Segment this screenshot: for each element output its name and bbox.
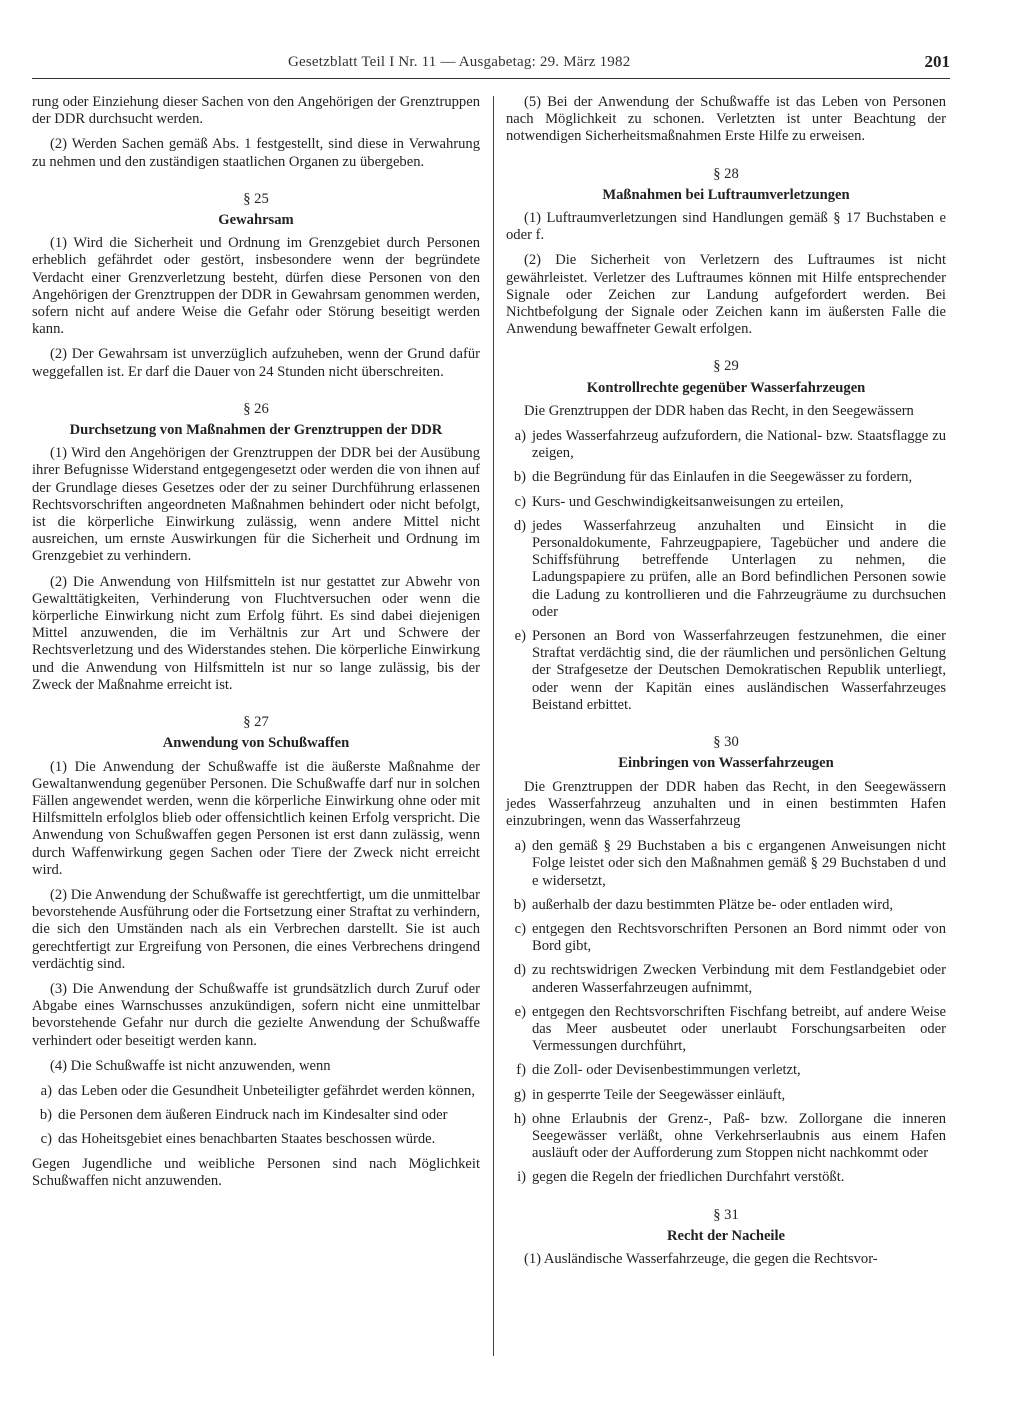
left-column [32, 94, 480, 1198]
column-divider [493, 96, 494, 1356]
section-number: § 26 [243, 400, 269, 417]
list-item-label: d) [513, 517, 526, 534]
paragraph: (1) Luftraumverletzungen sind Handlungen gemäß § 17 Buchstaben e oder f. [506, 210, 946, 244]
list-item-text: das Leben oder die Gesundheit Unbeteiligter gefährdet werden können, [58, 1082, 475, 1099]
list-item-text: das Hoheitsgebiet eines benachbarten Staates beschossen würde. [58, 1131, 436, 1148]
list-item [506, 1111, 946, 1163]
list-item-label: e) [514, 628, 526, 645]
list-item-label: b) [513, 896, 526, 913]
paragraph: rung oder Einziehung dieser Sachen von den Angehörigen der Grenztruppen der DDR durchsucht werden. [32, 94, 480, 128]
section-title: Kontrollrechte gegenüber Wasserfahrzeugen [586, 379, 866, 396]
list-item-label: f) [516, 1062, 526, 1079]
list-item-label: i) [517, 1169, 526, 1186]
list-item [506, 428, 946, 462]
section-title: Anwendung von Schußwaffen [162, 735, 350, 752]
section-title: Einbringen von Wasserfahrzeugen [618, 755, 834, 772]
list-item-label: e) [514, 1003, 526, 1020]
section-number: § 27 [243, 714, 269, 731]
paragraph: (2) Der Gewahrsam ist unverzüglich aufzuheben, wenn der Grund dafür weggefallen ist. Er darf die Dauer von 24 Stunden nicht überschreiten. [32, 346, 480, 380]
section-title: Durchsetzung von Maßnahmen der Grenztruppen der DDR [69, 422, 443, 439]
list-item [506, 921, 946, 955]
paragraph: (2) Die Anwendung von Hilfsmitteln ist nur gestattet zur Abwehr von Gewalttätigkeiten, Verhinderung von Fluchtversuchen oder wenn die körperliche Einwirkung nicht zum Erfolg führt. Es sind dabei diejenigen Mittel anzuwenden, die im Verhältnis zur Art und Schwere der Rechtsverletzung und des Widerstandes stehen. Die körperliche Einwirkung und die Anwendung von Hilfsmitteln ist nur so lange zulässig, bis der Zweck der Maßnahme erreicht ist. [32, 573, 480, 693]
section-number: § 30 [713, 734, 739, 751]
list-item-label: d) [513, 962, 526, 979]
paragraph: (1) Wird die Sicherheit und Ordnung im Grenzgebiet durch Personen erheblich gefährdet oder gestört, insbesondere wenn der begründete Verdacht einer Grenzverletzung besteht, dürfen diese Personen von den Angehörigen der Grenztruppen der DDR in Gewahrsam genommen werden, sofern nicht auf andere Weise die Gefahr oder Störung beseitigt werden kann. [32, 235, 480, 338]
list-item [506, 1169, 946, 1186]
list-item-label: h) [513, 1110, 526, 1127]
paragraph: (1) Die Anwendung der Schußwaffe ist die äußerste Maßnahme der Gewaltanwendung gegenüber Personen. Die Schußwaffe darf nur in solchen Fällen angewendet werden, wenn die körperliche Einwirkung ohne oder mit Hilfsmitteln erfolglos blieb oder offensichtlich keinen Erfolg verspricht. Die Anwendung von Schußwaffen gegen Personen ist erst dann zulässig, wenn durch Waffenwirkung gegen Sachen oder Tiere der Zweck nicht erreicht wird. [32, 758, 480, 878]
list-item-text: entgegen den Rechtsvorschriften Personen an Bord nimmt oder von Bord gibt, [532, 920, 946, 955]
list-item [32, 1107, 480, 1124]
list-item-label: c) [514, 493, 526, 510]
paragraph: (2) Werden Sachen gemäß Abs. 1 festgestellt, sind diese in Verwahrung zu nehmen und den zuständigen staatlichen Organen zu übergeben. [32, 136, 480, 170]
list-item-label: a) [514, 428, 526, 445]
list-item-text: jedes Wasserfahrzeug anzuhalten und Einsicht in die Personaldokumente, Fahrzeugpapiere, Tagebücher und andere die Schiffsführung betreffende Unterlagen zu nehmen, die Ladungspapiere zu prüfen, alle an Bord befindlichen Personen sowie die Ladung zu kontrollieren und die Fahrzeugräume zu durchsuchen oder [532, 517, 946, 620]
list-item-label: b) [39, 1107, 52, 1124]
list-item-text: gegen die Regeln der friedlichen Durchfahrt verstößt. [532, 1169, 845, 1186]
list-item [506, 962, 946, 996]
paragraph: (2) Die Anwendung der Schußwaffe ist gerechtfertigt, um die unmittelbar bevorstehende Ausführung oder die Fortsetzung einer Straftat zu verhindern, die sich den Umständen nach als ein Verbrechen darstellt. Sie ist auch gerechtfertigt zur Ergreifung von Personen, die eines Verbrechens dringend verdächtig sind. [32, 886, 480, 972]
section-title: Maßnahmen bei Luftraumverletzungen [602, 186, 850, 203]
list-item-label: a) [514, 838, 526, 855]
section-title: Recht der Nacheile [666, 1227, 786, 1244]
list-item [506, 494, 946, 511]
paragraph: (5) Bei der Anwendung der Schußwaffe ist das Leben von Personen nach Möglichkeit zu schonen. Verletzten ist unter Beachtung der notwendigen Sicherheitsmaßnahmen Erste Hilfe zu erweisen. [506, 94, 946, 145]
list-item-text: die Personen dem äußeren Eindruck nach im Kindesalter sind oder [58, 1107, 448, 1124]
list-item-label: g) [513, 1086, 526, 1103]
list-item-text: außerhalb der dazu bestimmten Plätze be- oder entladen wird, [532, 896, 894, 913]
list-item-text: in gesperrte Teile der Seegewässer einläuft, [532, 1086, 786, 1103]
paragraph: Die Grenztruppen der DDR haben das Recht, in den Seegewässern jedes Wasserfahrzeug anzuhalten und in einen bestimmten Hafen einzubringen, wenn das Wasserfahrzeug [506, 778, 946, 829]
list-item-text: die Zoll- oder Devisenbestimmungen verletzt, [532, 1062, 801, 1079]
page-number: 201 [924, 52, 950, 71]
list-item [506, 518, 946, 621]
right-column [506, 94, 946, 1276]
list-item [506, 897, 946, 914]
section-number: § 28 [713, 165, 739, 182]
list-item-text: Kurs- und Geschwindigkeitsanweisungen zu erteilen, [532, 493, 844, 510]
paragraph: Die Grenztruppen der DDR haben das Recht, in den Seegewässern [524, 402, 914, 419]
section-number: § 31 [713, 1206, 739, 1223]
list-item [32, 1131, 480, 1148]
list-item-text: jedes Wasserfahrzeug aufzufordern, die National- bzw. Staatsflagge zu zeigen, [532, 428, 946, 462]
list-item [506, 1087, 946, 1104]
list-item [32, 1083, 480, 1100]
list-item [506, 469, 946, 486]
header-title: Gesetzblatt Teil I Nr. 11 — Ausgabetag: 29. März 1982 [288, 54, 631, 70]
list-item-label: b) [513, 469, 526, 486]
list-item [506, 838, 946, 890]
section-number: § 25 [243, 190, 269, 207]
section-title: Gewahrsam [218, 212, 294, 229]
paragraph: (2) Die Sicherheit von Verletzern des Luftraumes ist nicht gewährleistet. Verletzer des Luftraumes können mit Hilfe entsprechender Signale oder Zeichen zur Landung aufgefordert werden. Bei Nichtbefolgung der Signale oder Zeichen kann im äußersten Falle die Anwendung bewaffneter Gewalt erfolgen. [506, 252, 946, 338]
page-header [32, 52, 950, 79]
list-item-label: a) [40, 1082, 52, 1099]
list-item [506, 1004, 946, 1056]
list-item-text: Personen an Bord von Wasserfahrzeugen festzunehmen, die einer Straftat verdächtig sind, die der räumlichen und persönlichen Geltung der Strafgesetze der Deutschen Demokratischen Republik unterliegt, oder wenn der Kapitän eines ausländischen Wasserfahrzeuges Beistand erbittet. [532, 628, 946, 713]
paragraph: (1) Wird den Angehörigen der Grenztruppen der DDR bei der Ausübung ihrer Befugnisse Widerstand entgegengesetzt oder werden die von ihnen auf der Grundlage dieses Gesetzes oder der zu seiner Durchführung erlassenen Rechtsvorschriften angeordneten Maßnahmen behindert oder nicht befolgt, ist die körperliche Einwirkung zulässig, wenn andere Mittel nicht ausreichen, um ernste Auswirkungen für die Sicherheit und Ordnung im Grenzgebiet zu verhindern. [32, 445, 480, 565]
paragraph: (1) Ausländische Wasserfahrzeuge, die gegen die Rechtsvor- [524, 1250, 878, 1267]
list-item [506, 1062, 946, 1079]
list-item-text: zu rechtswidrigen Zwecken Verbindung mit dem Festlandgebiet oder anderen Wasserfahrzeugen aufnimmt, [532, 962, 946, 996]
list-item-text: die Begründung für das Einlaufen in die Seegewässer zu fordern, [532, 469, 913, 486]
list-item-text: ohne Erlaubnis der Grenz-, Paß- bzw. Zollorgane die inneren Seegewässer verläßt, ohne Verkehrserlaubnis aus einem Hafen ausläuft oder der Aufforderung zum Stoppen nicht nachkommt oder [532, 1110, 946, 1162]
paragraph: Gegen Jugendliche und weibliche Personen sind nach Möglichkeit Schußwaffen nicht anzuwenden. [32, 1155, 480, 1189]
paragraph: (3) Die Anwendung der Schußwaffe ist grundsätzlich durch Zuruf oder Abgabe eines Warnschusses anzukündigen, sofern nicht eine unmittelbar bevorstehende Gefahr nur durch die gezielte Anwendung der Schußwaffe verhindert oder beseitigt werden kann. [32, 980, 480, 1049]
list-item-text: den gemäß § 29 Buchstaben a bis c ergangenen Anweisungen nicht Folge leistet oder sich den Maßnahmen gemäß § 29 Buchstaben d und e widersetzt, [532, 838, 946, 889]
section-number: § 29 [713, 358, 739, 375]
list-item-label: c) [514, 920, 526, 937]
list-item-label: c) [40, 1131, 52, 1148]
paragraph: (4) Die Schußwaffe ist nicht anzuwenden, wenn [50, 1057, 331, 1074]
list-item [506, 628, 946, 714]
list-item-text: entgegen den Rechtsvorschriften Fischfang betreibt, auf andere Weise das Meer ausbeutet oder unerlaubt Forschungsarbeiten oder Vermessungen durchführt, [532, 1003, 946, 1055]
